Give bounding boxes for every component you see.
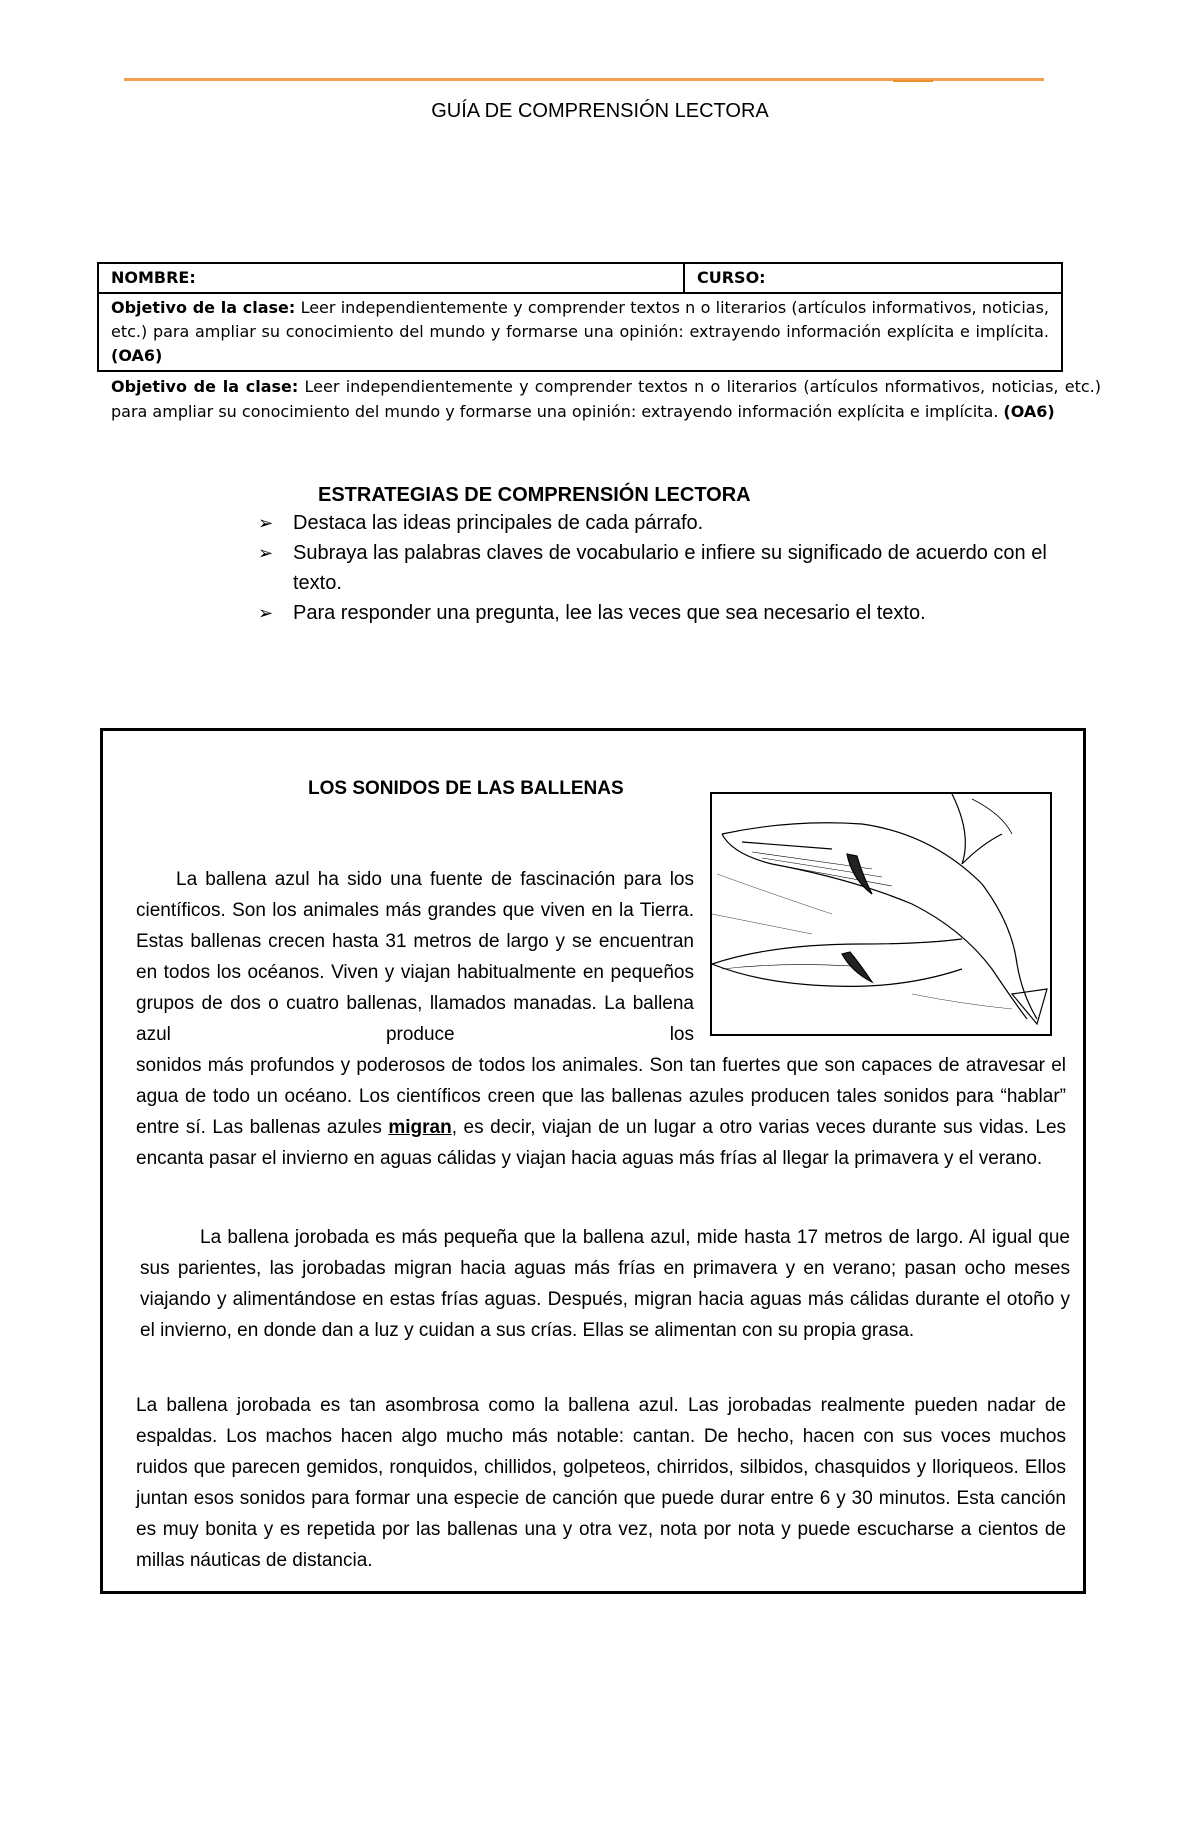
objective-text: Leer independientemente y comprender textos n o literarios (artículos informativos, noticias, etc.) para ampliar su conocimiento del mundo y formarse una opinión: extrayendo información explícita e implícita.: [111, 298, 1050, 341]
objective-code: (OA6): [111, 346, 163, 365]
name-cell[interactable]: [98, 263, 684, 293]
objective-repeat-text: Leer independientemente y comprender textos n o literarios (artículos nformativos, noticias, etc.) para ampliar su conocimiento del mundo y formarse una opinión: extrayendo información explícita e implícita.: [111, 377, 1101, 421]
strategy-item: [258, 538, 1058, 598]
paragraph-2: [140, 1222, 1070, 1346]
objective-repeat-label: Objetivo de la clase:: [111, 377, 299, 396]
arrow-bullet-icon: ➢: [258, 603, 274, 623]
whale-drawing-icon: [712, 794, 1050, 1034]
arrow-bullet-icon: ➢: [258, 513, 274, 533]
strategy-item: [258, 508, 1058, 538]
strategies-list: [258, 508, 1058, 628]
course-label: CURSO:: [697, 268, 766, 287]
paragraph-1-bottom: [136, 1050, 1066, 1174]
keyword-migran: migran: [388, 1117, 452, 1138]
strategy-item: [258, 598, 1058, 628]
objective-repeat-code: (OA6): [1003, 402, 1055, 421]
strategy-text: Subraya las palabras claves de vocabulario e infiere su significado de acuerdo con el texto.: [293, 542, 1047, 594]
objective-label: Objetivo de la clase:: [111, 298, 296, 317]
strategies-title: ESTRATEGIAS DE COMPRENSIÓN LECTORA: [318, 484, 751, 506]
paragraph-1-bottom-text: sonidos más profundos y poderosos de todos los animales. Son tan fuertes que son capaces de atravesar el agua de todo un océano. Los científicos creen que las ballenas azules producen tales sonidos para “hablar” entre sí. Las ballenas azules: [136, 1055, 1066, 1138]
header-divider-accent: [893, 80, 933, 82]
paragraph-1-top: [136, 864, 694, 1050]
paragraph-3: La ballena jorobada es tan asombrosa como la ballena azul. Las jorobadas realmente pueden nadar de espaldas. Los machos hacen algo mucho más notable: cantan. De hecho, hacen con sus voces muchos ruidos que parecen gemidos, ronquidos, chillidos, golpeteos, chirridos, silbidos, chasquidos y lloriqueos. Ellos juntan esos sonidos para formar una especie de canción que puede durar entre 6 y 30 minutos. Esta canción es muy bonita y es repetida por las ballenas una y otra vez, nota por nota y puede escucharse a cientos de millas náuticas de distancia.: [136, 1395, 1066, 1571]
paragraph-1-top-text: La ballena azul ha sido una fuente de fascinación para los científicos. Son los animales más grandes que viven en la Tierra. Estas ballenas crecen hasta 31 metros de largo y se encuentran en todos los océanos. Viven y viajan habitualmente en pequeños grupos de dos o cuatro ballenas, llamados manadas. La ballena azul produce los: [136, 869, 694, 1045]
student-info-table: [97, 262, 1063, 372]
paragraph-1-bottom-text-end: , es decir, viajan de un lugar a otro varias veces durante sus vidas. Les encanta pasar el invierno en aguas cálidas y viajan hacia aguas más frías al llegar la primavera y el verano.: [136, 1117, 1067, 1169]
course-cell[interactable]: [684, 263, 1062, 293]
name-label: NOMBRE:: [111, 268, 196, 287]
page-title: GUÍA DE COMPRENSIÓN LECTORA: [431, 100, 769, 122]
whale-illustration: [710, 792, 1052, 1036]
objective-repeat: [111, 374, 1101, 424]
arrow-bullet-icon: ➢: [258, 543, 274, 563]
objective-cell: [98, 293, 1062, 371]
reading-title: LOS SONIDOS DE LAS BALLENAS: [308, 778, 624, 799]
paragraph-2-text: La ballena jorobada es más pequeña que la ballena azul, mide hasta 17 metros de largo. Al igual que sus parientes, las jorobadas migran hacia aguas más frías en primavera y en verano; pasan ocho meses viajando y alimentándose en estas frías aguas. Después, migran hacia aguas más cálidas durante el otoño y el invierno, en donde dan a luz y cuidan a sus crías. Ellas se alimentan con su propia grasa.: [140, 1227, 1070, 1341]
strategy-text: Destaca las ideas principales de cada párrafo.: [293, 512, 704, 534]
strategy-text: Para responder una pregunta, lee las veces que sea necesario el texto.: [293, 602, 926, 624]
